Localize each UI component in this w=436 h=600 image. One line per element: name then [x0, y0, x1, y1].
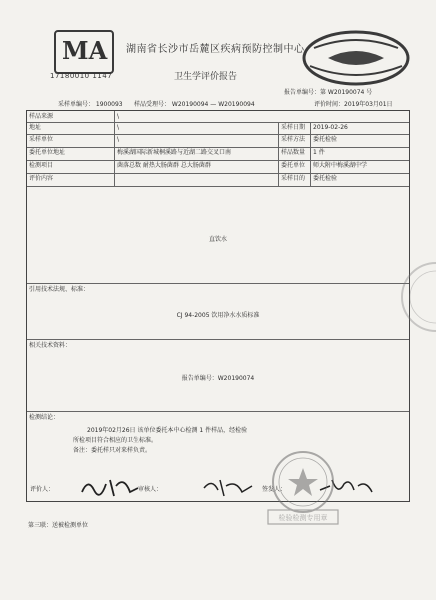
evaluation-content-value: 直饮水	[208, 236, 227, 243]
evaluator-signature-icon	[80, 474, 140, 500]
approver-label: 签发人：	[262, 486, 287, 493]
reference-section	[27, 339, 409, 412]
field-value: 2019-02-26	[313, 124, 348, 131]
field-label: 评价内容	[27, 173, 115, 186]
standards-label: 引用技术法规、标准：	[29, 286, 90, 293]
table-row	[27, 134, 409, 148]
sample-receive-number: 样品受理号： W20190094 — W20190094	[134, 101, 255, 108]
conclusion-line: 2019年02月26日 该单位委托本中心检测 1 件样品，经检验	[87, 427, 248, 434]
field-value: 菌落总数 耐热大肠菌群 总大肠菌群	[115, 160, 279, 173]
stamp-text: 检验检测专用章	[278, 514, 328, 522]
cma-logo	[54, 30, 114, 74]
cma-number: 17180010 1147	[50, 72, 113, 80]
field-value: 委托检验	[313, 175, 338, 182]
evaluator-label: 评价人：	[30, 486, 55, 493]
field-label: 委托单位	[279, 160, 311, 173]
field-value: 1 件	[313, 149, 325, 156]
cma-letters: MA	[62, 36, 108, 65]
sample-number: 采样单编号： 1900093	[58, 101, 123, 108]
field-value: \	[115, 122, 279, 134]
official-seal-icon	[254, 448, 352, 526]
field-label: 检测项目	[27, 160, 115, 173]
field-value: 委托检验	[313, 136, 338, 143]
field-label: 采样目的	[279, 173, 311, 186]
evaluation-content-section	[27, 186, 409, 284]
field-label: 样品来源	[27, 111, 115, 122]
org-name: 湖南省长沙市岳麓区疾病预防控制中心	[126, 44, 305, 55]
field-label: 采样方法	[279, 134, 311, 147]
report-title: 卫生学评价报告	[174, 72, 238, 82]
report-form-table	[26, 110, 410, 502]
conclusion-label: 检测结论：	[29, 414, 60, 421]
evaluation-date: 评价时间：2019年03月01日	[314, 101, 393, 108]
field-label: 样品数量	[279, 147, 311, 160]
reference-value: 报告单编号：W20190074	[181, 375, 255, 382]
field-label: 采样单位	[27, 134, 115, 147]
table-row	[27, 160, 409, 174]
cdc-logo-icon	[300, 26, 412, 88]
field-value: \	[115, 134, 279, 147]
signature-row	[26, 474, 410, 502]
field-value: 梅溪湖国际新城桐溪路与近湖二路交叉口南	[115, 147, 279, 160]
table-row	[27, 173, 409, 187]
field-label: 委托单位地址	[27, 147, 115, 160]
field-label: 地址	[27, 122, 115, 134]
conclusion-line: 所检项目符合相应的卫生标准。	[73, 437, 158, 444]
reviewer-signature-icon	[202, 476, 254, 498]
field-value: \	[117, 113, 120, 120]
reviewer-label: 审核人：	[138, 486, 163, 493]
standards-value: CJ 94-2005 饮用净水水质标准	[176, 312, 260, 319]
field-value	[115, 173, 279, 186]
conclusion-line: 备注：委托样只对来样负责。	[73, 447, 152, 454]
field-value: 师大附中梅溪湖中学	[313, 162, 368, 169]
standards-section	[27, 283, 409, 340]
field-label: 采样日期	[279, 122, 311, 134]
reference-label: 相关技术资料：	[29, 342, 72, 349]
table-row	[27, 147, 409, 161]
edge-seal-icon	[396, 252, 436, 342]
report-number: 报告单编号：第 W20190074 号	[284, 89, 373, 96]
copy-note: 第三联：送被检测单位	[28, 522, 89, 529]
